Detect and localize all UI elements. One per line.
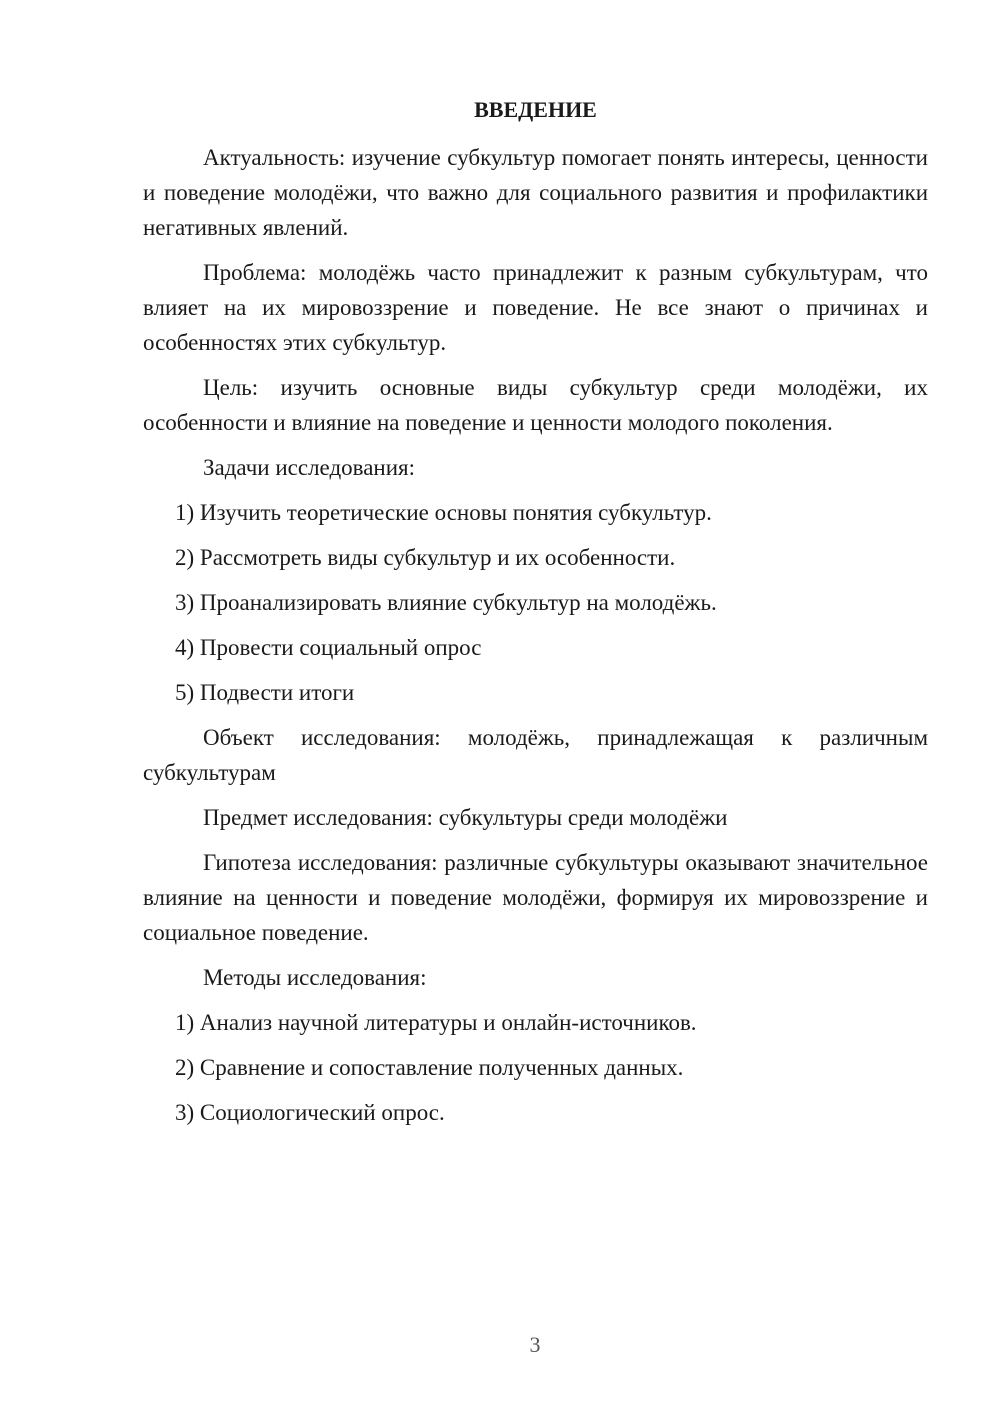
page-number: 3 bbox=[529, 1332, 541, 1357]
task-item: 2) Рассмотреть виды субкультур и их особенности. bbox=[175, 545, 676, 570]
tasks-label: Задачи исследования: bbox=[203, 455, 416, 480]
hypothesis-paragraph: Гипотеза исследования: различные субкультуры оказывают значительное влияние на ценности и поведение молодёжи, формируя их мировоззрение и социальное поведение. bbox=[143, 850, 928, 945]
method-item: 3) Социологический опрос. bbox=[175, 1100, 445, 1125]
section-title: ВВЕДЕНИЕ bbox=[474, 97, 597, 122]
method-item: 2) Сравнение и сопоставление полученных данных. bbox=[175, 1055, 684, 1080]
task-item: 4) Провести социальный опрос bbox=[175, 635, 482, 660]
methods-label: Методы исследования: bbox=[203, 965, 427, 990]
task-item: 5) Подвести итоги bbox=[175, 680, 355, 705]
object-paragraph: Объект исследования: молодёжь, принадлежащая к различным субкультурам bbox=[143, 725, 928, 785]
task-item: 3) Проанализировать влияние субкультур на молодёжь. bbox=[175, 590, 717, 615]
method-item: 1) Анализ научной литературы и онлайн-источников. bbox=[175, 1010, 697, 1035]
task-item: 1) Изучить теоретические основы понятия субкультур. bbox=[175, 500, 712, 525]
problem-paragraph: Проблема: молодёжь часто принадлежит к разным субкультурам, что влияет на их мировоззрение и поведение. Не все знают о причинах и особенностях этих субкультур. bbox=[143, 260, 928, 355]
subject-paragraph: Предмет исследования: субкультуры среди молодёжи bbox=[203, 805, 728, 830]
document-page bbox=[143, 90, 928, 1140]
goal-paragraph: Цель: изучить основные виды субкультур среди молодёжи, их особенности и влияние на поведение и ценности молодого поколения. bbox=[143, 375, 928, 435]
relevance-paragraph: Актуальность: изучение субкультур помогает понять интересы, ценности и поведение молодёжи, что важно для социального развития и профилактики негативных явлений. bbox=[143, 145, 928, 240]
